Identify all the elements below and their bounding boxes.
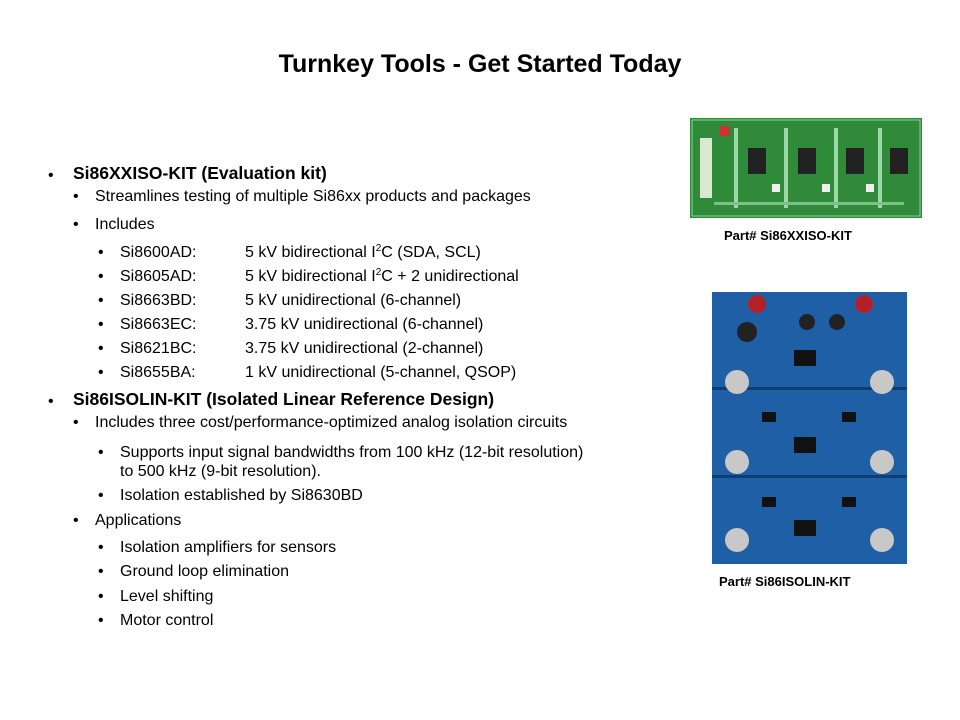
green-pcb-icon: [690, 118, 922, 218]
bullet-kit2-point-2: •: [73, 512, 79, 529]
part-name: Si8663BD:: [120, 292, 197, 309]
application-item: Level shifting: [120, 588, 214, 605]
blue-pcb-icon: [712, 292, 907, 564]
caption-si86xxiso-kit: Part# Si86XXISO-KIT: [724, 228, 852, 243]
part-name: Si8621BC:: [120, 340, 197, 357]
application-item: Isolation amplifiers for sensors: [120, 539, 337, 556]
bullet-part-2: •: [98, 268, 104, 285]
part-desc: 3.75 kV unidirectional (2-channel): [245, 340, 484, 357]
part-row: [120, 339, 483, 358]
slide-title: Turnkey Tools - Get Started Today: [278, 50, 682, 78]
part-row: [120, 315, 483, 334]
bullet-part-5: •: [98, 340, 104, 357]
detail-bandwidth-cont: to 500 kHz (9-bit resolution).: [120, 463, 321, 480]
bullet-app-2: •: [98, 563, 104, 580]
bullet-detail-2: •: [98, 487, 104, 504]
detail-isolation: Isolation established by Si8630BD: [120, 487, 363, 504]
caption-si86isolin-kit: Part# Si86ISOLIN-KIT: [719, 574, 851, 589]
part-row: [120, 363, 516, 382]
bullet-app-3: •: [98, 588, 104, 605]
board-image-si86isolin: [712, 292, 907, 564]
bullet-kit1-point-1: •: [73, 188, 79, 205]
application-item: Motor control: [120, 612, 214, 629]
part-row: [120, 267, 519, 286]
bullet-app-1: •: [98, 539, 104, 556]
part-row: [120, 291, 461, 310]
part-desc: 5 kV bidirectional $I^2C$ (SDA, SCL): [245, 243, 481, 261]
part-name: Si8655BA:: [120, 364, 196, 381]
kit1-heading: Si86XXISO-KIT (Evaluation kit): [73, 163, 327, 183]
board-image-si86xxiso: [690, 118, 922, 218]
bullet-part-1: •: [98, 244, 104, 261]
detail-bandwidth: Supports input signal bandwidths from 100 kHz (12-bit resolution): [120, 444, 584, 461]
part-name: Si8600AD:: [120, 244, 197, 261]
bullet-app-4: •: [98, 612, 104, 629]
kit2-point-circuits: Includes three cost/performance-optimized analog isolation circuits: [95, 414, 568, 431]
bullet-kit2-point-1: •: [73, 414, 79, 431]
part-name: Si8605AD:: [120, 268, 197, 285]
bullet-part-3: •: [98, 292, 104, 309]
bullet-kit2: •: [48, 393, 54, 410]
bullet-kit1: •: [48, 167, 54, 184]
bullet-detail-1: •: [98, 444, 104, 461]
part-desc: 5 kV unidirectional (6-channel): [245, 292, 462, 309]
part-desc: 1 kV unidirectional (5-channel, QSOP): [245, 364, 517, 381]
bullet-part-6: •: [98, 364, 104, 381]
bullet-kit1-point-2: •: [73, 216, 79, 233]
part-desc: 3.75 kV unidirectional (6-channel): [245, 316, 484, 333]
part-desc: 5 kV bidirectional $I^2C + 2$ unidirectional: [245, 267, 519, 285]
kit1-point-streamlines: Streamlines testing of multiple Si86xx products and packages: [95, 188, 531, 205]
application-item: Ground loop elimination: [120, 563, 289, 580]
part-name: Si8663EC:: [120, 316, 197, 333]
bullet-part-4: •: [98, 316, 104, 333]
part-row: [120, 243, 481, 262]
kit1-point-includes: Includes: [95, 216, 155, 233]
kit2-point-applications: Applications: [95, 512, 182, 529]
kit2-heading: Si86ISOLIN-KIT (Isolated Linear Reference Design): [73, 389, 495, 409]
